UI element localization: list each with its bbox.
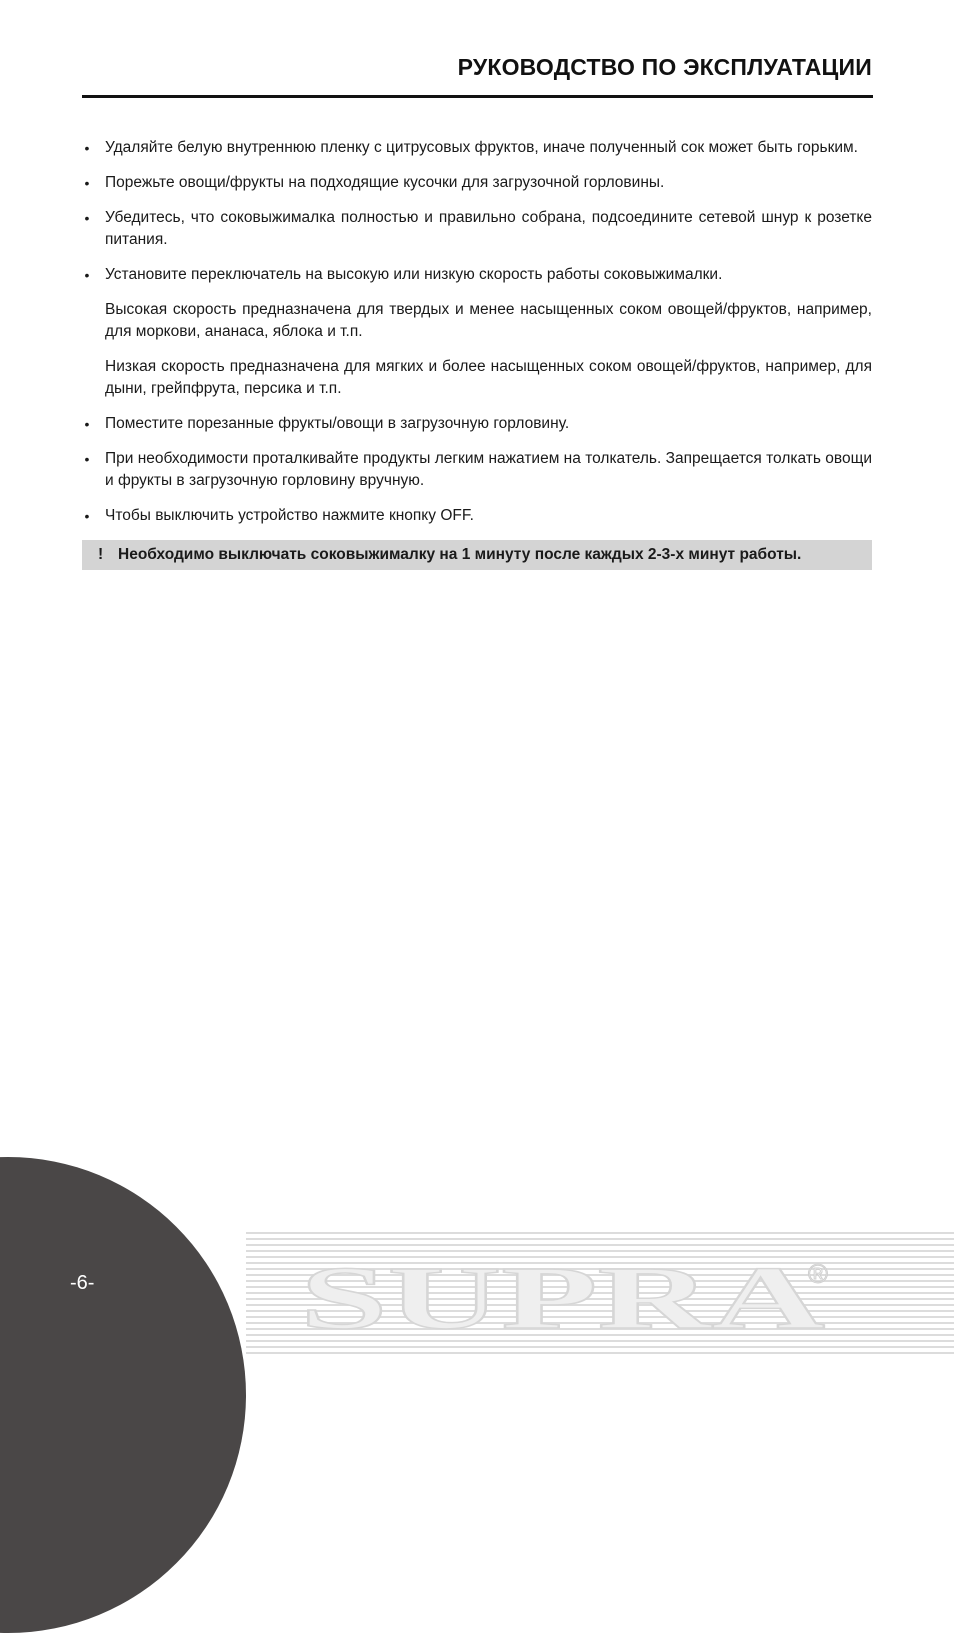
page-number: -6- [70, 1272, 95, 1294]
bullet-icon: • [84, 210, 90, 226]
registered-mark: ® [808, 1259, 828, 1289]
instructions-list [82, 137, 872, 570]
list-item-text: При необходимости проталкивайте продукты легким нажатием на толкатель. Запрещается толкать овощи и фрукты в загрузочную горловину вручную. [105, 450, 872, 489]
warning-box [82, 540, 872, 570]
list-item [82, 505, 872, 527]
header-divider [82, 95, 873, 98]
list-item [82, 137, 872, 159]
page-title: РУКОВОДСТВО ПО ЭКСПЛУАТАЦИИ [457, 54, 872, 80]
list-item [82, 448, 872, 492]
list-item-text: Убедитесь, что соковыжималка полностью и правильно собрана, подсоедините сетевой шнур к розетке питания. [105, 209, 872, 248]
warning-text: Необходимо выключать соковыжималку на 1 минуту после каждых 2-3-х минут работы. [118, 546, 802, 563]
page-corner-shape [0, 1157, 246, 1633]
list-item-text: Удаляйте белую внутреннюю пленку с цитрусовых фруктов, иначе полученный сок может быть горьким. [105, 139, 858, 156]
warning-icon: ! [98, 546, 104, 563]
bullet-icon: • [84, 451, 90, 467]
list-item-text: Порежьте овощи/фрукты на подходящие кусочки для загрузочной горловины. [105, 174, 665, 191]
list-item [82, 207, 872, 251]
list-item [82, 264, 872, 286]
list-item [82, 413, 872, 435]
bullet-icon: • [84, 140, 90, 156]
bullet-icon: • [84, 267, 90, 283]
logo-text: SUPRA [300, 1250, 826, 1340]
bullet-icon: • [84, 508, 90, 524]
list-item-text: Чтобы выключить устройство нажмите кнопку OFF. [105, 507, 474, 524]
list-item-text: Поместите порезанные фрукты/овощи в загрузочную горловину. [105, 415, 570, 432]
supra-logo [300, 1250, 860, 1340]
list-item-text: Установите переключатель на высокую или низкую скорость работы соковыжималки. [105, 266, 723, 283]
paragraph-high-speed: Высокая скорость предназначена для твердых и менее насыщенных соком овощей/фруктов, например, для моркови, ананаса, яблока и т.п. [105, 301, 872, 340]
paragraph-low-speed: Низкая скорость предназначена для мягких и более насыщенных соком овощей/фруктов, например, для дыни, грейпфрута, персика и т.п. [105, 358, 872, 397]
bullet-icon: • [84, 416, 90, 432]
list-item [82, 172, 872, 194]
bullet-icon: • [84, 175, 90, 191]
